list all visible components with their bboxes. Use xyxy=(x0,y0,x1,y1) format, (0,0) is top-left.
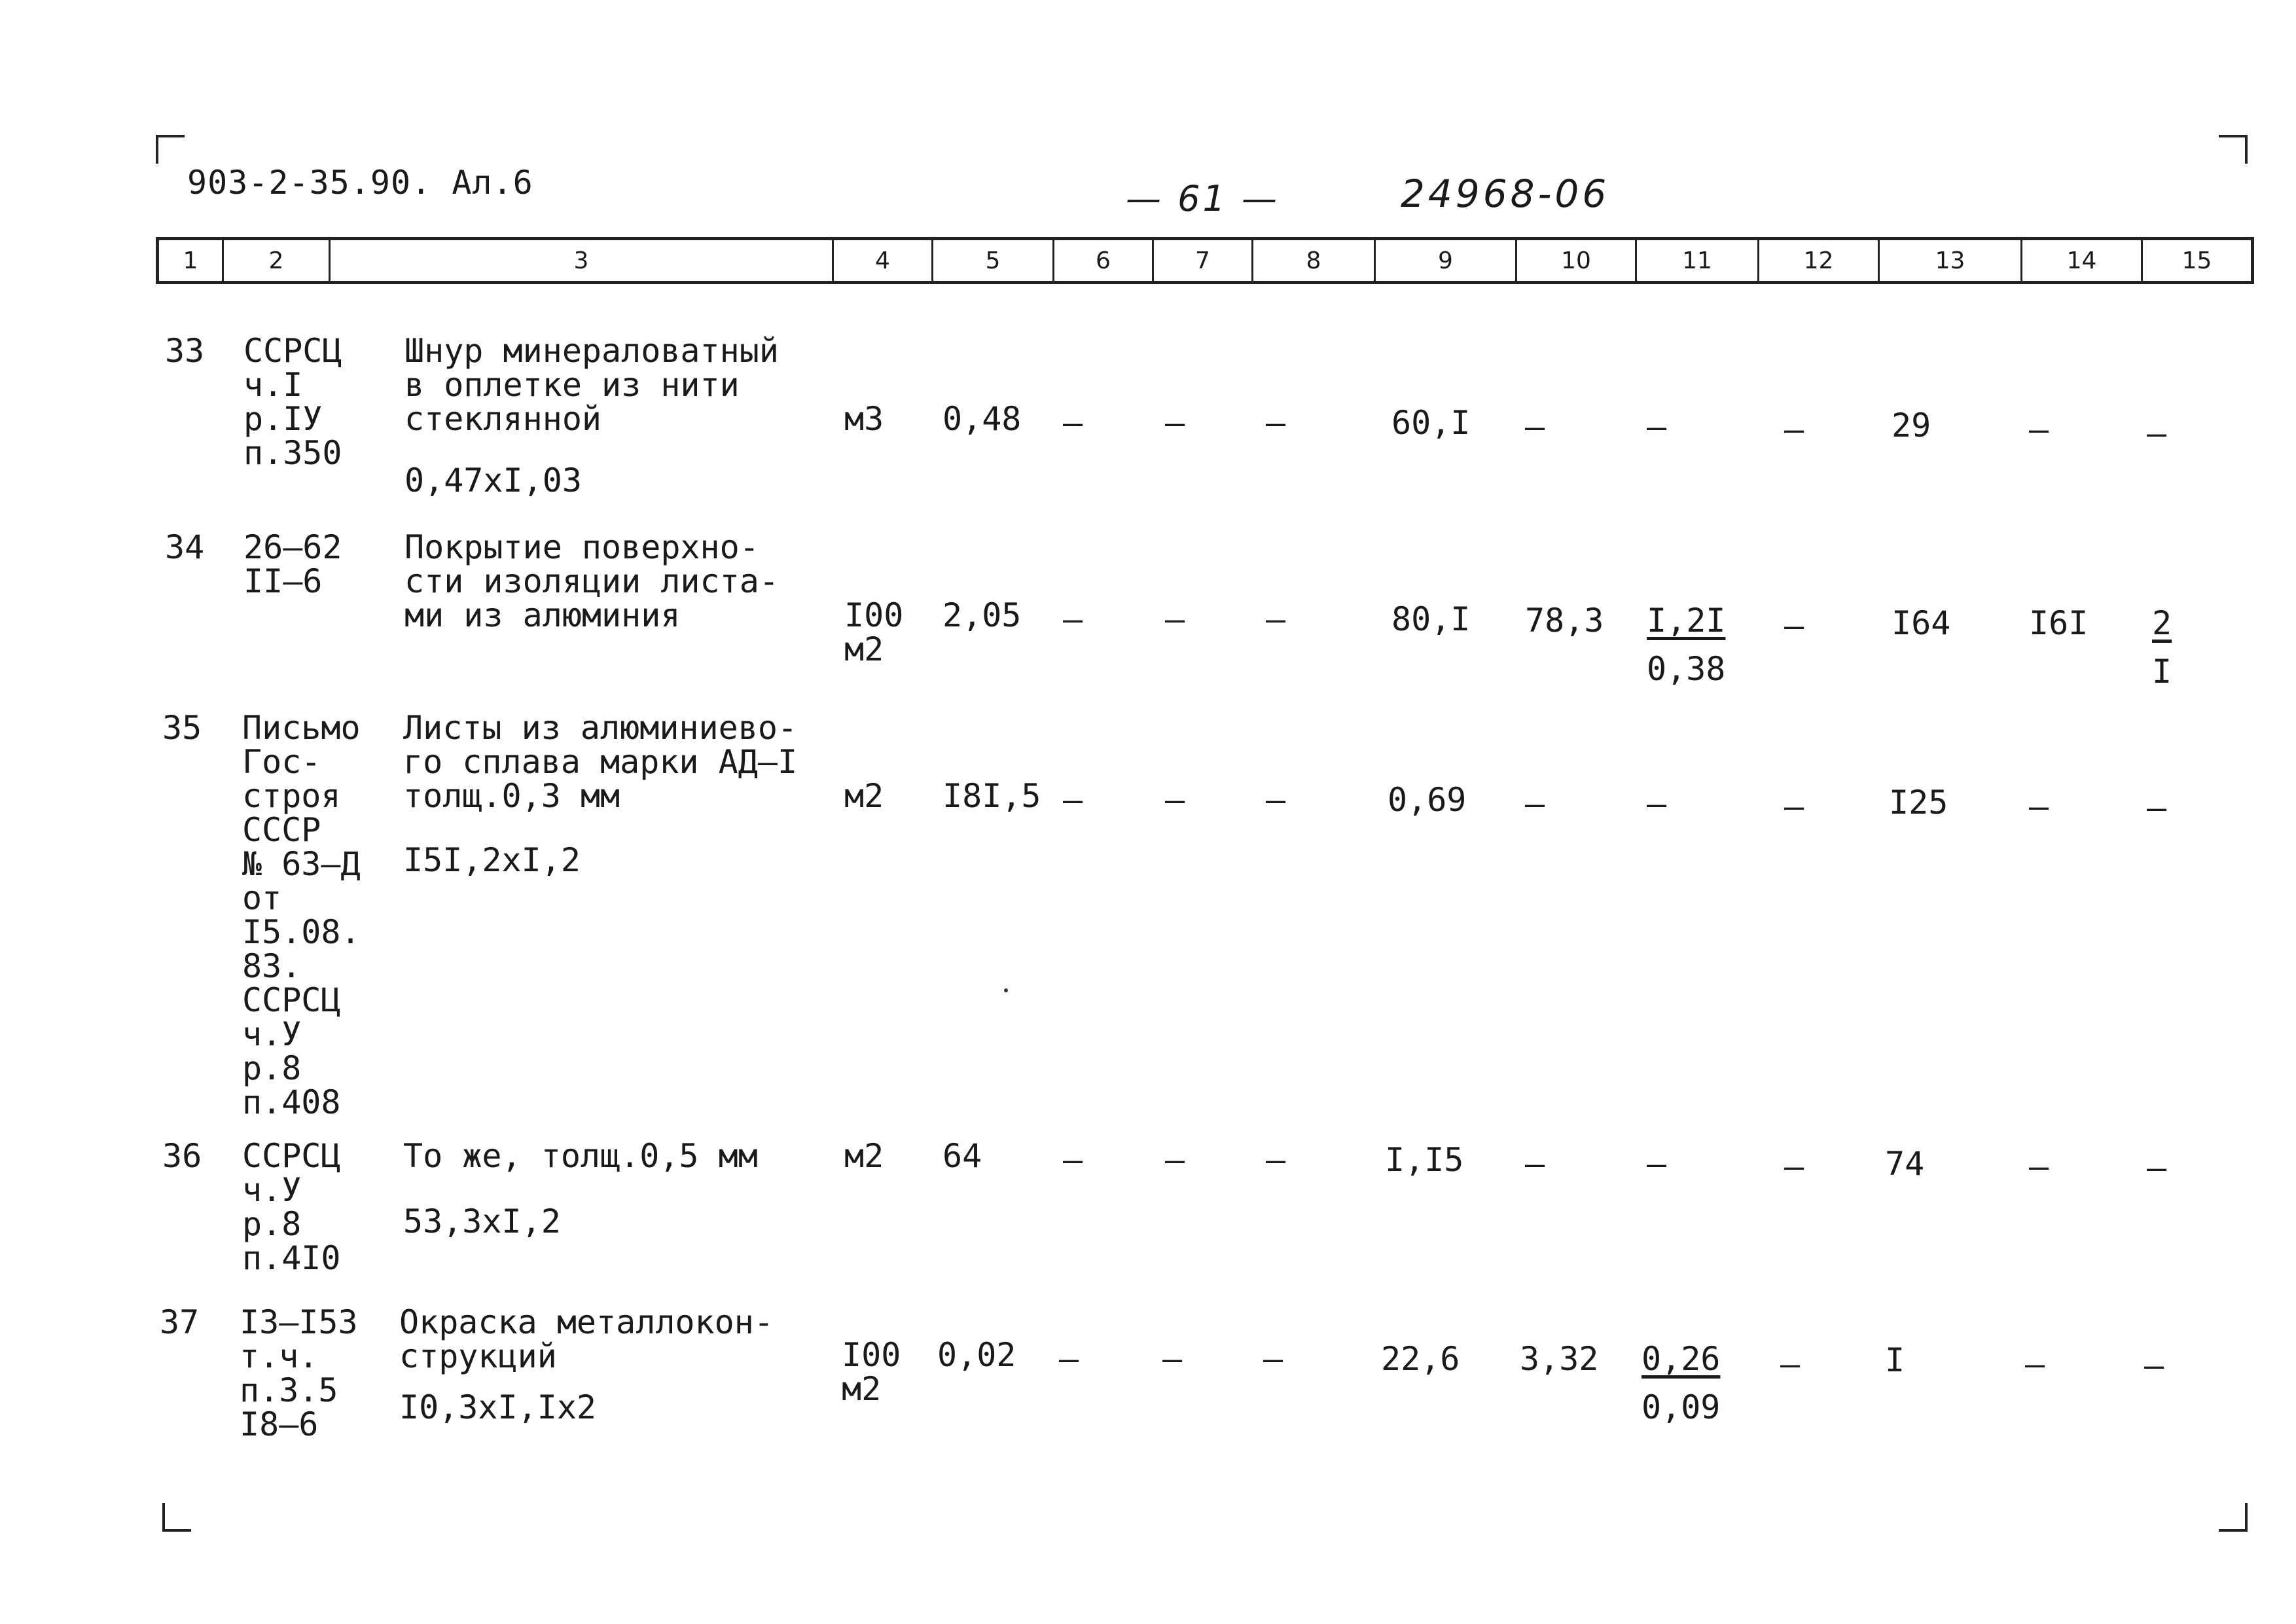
cell-col7: – xyxy=(1165,600,1185,638)
calculation: I5I,2хI,2 xyxy=(403,841,581,879)
cell-col15: – xyxy=(2147,789,2167,827)
cell-col11: – xyxy=(1647,1145,1667,1183)
unit: м3 xyxy=(844,400,884,438)
cell-col8: – xyxy=(1266,781,1286,819)
cell-col11: – xyxy=(1647,785,1667,823)
column-header: 2 xyxy=(222,240,329,281)
column-header: 11 xyxy=(1635,240,1757,281)
cell-col10: – xyxy=(1525,785,1545,823)
cell-col5: 2,05 xyxy=(942,596,1022,634)
basis-line: 83. xyxy=(242,947,302,985)
cell-col13: 74 xyxy=(1885,1145,1925,1183)
cell-col5: 0,48 xyxy=(942,400,1022,438)
cell-col11: – xyxy=(1647,408,1667,446)
cell-col8: – xyxy=(1266,404,1286,442)
cell-col15-fraction xyxy=(2152,606,2172,689)
cell-col6: – xyxy=(1063,600,1083,638)
cell-col8: – xyxy=(1266,1141,1286,1179)
cell-col14: – xyxy=(2029,410,2049,448)
row-number: 36 xyxy=(162,1137,202,1175)
speck xyxy=(1004,988,1008,992)
description-line: стеклянной xyxy=(404,400,602,438)
description-line: в оплетке из нити xyxy=(404,366,740,404)
column-header-row xyxy=(156,237,2254,284)
column-header: 6 xyxy=(1052,240,1152,281)
row-number: 33 xyxy=(165,332,205,370)
unit: м2 xyxy=(844,777,884,815)
cell-col13: I25 xyxy=(1889,784,1948,821)
description-line: Окраска металлокон- xyxy=(399,1303,774,1341)
basis-line: ССРСЦ xyxy=(243,332,342,370)
basis-line: п.408 xyxy=(242,1083,341,1121)
basis-line: ССРСЦ xyxy=(242,1137,341,1175)
basis-line: I3–I53 xyxy=(240,1303,358,1341)
cell-col5: 0,02 xyxy=(937,1336,1016,1374)
cell-col7: – xyxy=(1165,1141,1185,1179)
unit: м2 xyxy=(844,1137,884,1175)
cell-col8: – xyxy=(1266,600,1286,638)
row-number: 37 xyxy=(160,1303,200,1341)
cell-col6: – xyxy=(1059,1340,1079,1378)
cell-col14: – xyxy=(2025,1345,2045,1383)
cell-col14: – xyxy=(2029,787,2049,825)
column-header: 1 xyxy=(183,247,198,274)
description-line: Покрытие поверхно- xyxy=(404,528,759,566)
column-header: 8 xyxy=(1251,240,1374,281)
basis-line: п.3.5 xyxy=(240,1371,338,1409)
basis-line: I8–6 xyxy=(240,1405,319,1443)
column-header: 9 xyxy=(1374,240,1515,281)
calculation: 53,3хI,2 xyxy=(403,1202,561,1240)
column-header: 12 xyxy=(1757,240,1878,281)
cell-col5: 64 xyxy=(942,1137,982,1175)
basis-line: СССР xyxy=(242,811,321,849)
page-number: — 61 — xyxy=(1126,178,1280,219)
cell-col13: I xyxy=(1885,1341,1905,1379)
unit: м2 xyxy=(844,630,884,668)
cell-col11-fraction xyxy=(1641,1342,1720,1424)
fraction-denominator: 0,09 xyxy=(1641,1388,1721,1426)
description-line: ми из алюминия xyxy=(404,596,681,634)
unit: м2 xyxy=(842,1370,882,1408)
cell-col14: – xyxy=(2029,1147,2049,1185)
crop-mark-top-right xyxy=(2219,135,2248,164)
cell-col6: – xyxy=(1063,781,1083,819)
cell-col15: – xyxy=(2147,1149,2167,1187)
cell-col12: – xyxy=(1784,607,1804,645)
basis-line: строя xyxy=(242,777,341,815)
row-number: 34 xyxy=(165,528,205,566)
cell-col13: I64 xyxy=(1892,604,1951,642)
cell-col13: 29 xyxy=(1892,406,1931,444)
column-header: 3 xyxy=(329,240,832,281)
inventory-number: 24968-06 xyxy=(1401,171,1610,216)
cell-col5: I8I,5 xyxy=(942,777,1041,815)
description-line: го сплава марки АД–I xyxy=(403,743,798,781)
cell-col12: – xyxy=(1780,1345,1801,1383)
basis-line: п.4I0 xyxy=(242,1239,341,1277)
basis-line: Письмо xyxy=(242,709,361,747)
basis-line: Гос- xyxy=(242,743,321,781)
cell-col10: – xyxy=(1525,408,1545,446)
basis-line: р.8 xyxy=(242,1049,302,1087)
basis-line: т.ч. xyxy=(240,1337,319,1375)
crop-mark-bottom-right xyxy=(2219,1503,2248,1532)
document-code: 903-2-35.90. Ал.6 xyxy=(187,164,533,202)
cell-col9: 60,I xyxy=(1391,404,1471,442)
cell-col10: – xyxy=(1525,1145,1545,1183)
column-header: 15 xyxy=(2141,240,2251,281)
basis-line: р.IУ xyxy=(243,400,323,438)
fraction-numerator: 2 xyxy=(2152,604,2172,642)
cell-col9: I,I5 xyxy=(1385,1141,1464,1179)
cell-col11-fraction xyxy=(1647,604,1725,686)
cell-col10: 3,32 xyxy=(1520,1340,1599,1378)
fraction-denominator: 0,38 xyxy=(1647,650,1726,688)
cell-col15: – xyxy=(2144,1346,2164,1384)
column-header: 5 xyxy=(931,240,1052,281)
cell-col7: – xyxy=(1162,1340,1183,1378)
fraction-denominator: I xyxy=(2152,653,2172,691)
column-header: 13 xyxy=(1878,240,2020,281)
calculation: I0,3хI,Iх2 xyxy=(399,1388,597,1426)
description-line: сти изоляции листа- xyxy=(404,562,779,600)
basis-line: ССРСЦ xyxy=(242,981,341,1019)
basis-line: II–6 xyxy=(243,562,323,600)
crop-mark-top-left xyxy=(156,135,185,164)
cell-col6: – xyxy=(1063,1141,1083,1179)
basis-line: ч.I xyxy=(243,366,303,404)
cell-col14: I6I xyxy=(2029,604,2089,642)
basis-line: ч.У xyxy=(242,1015,302,1053)
unit: I00 xyxy=(844,596,904,634)
cell-col12: – xyxy=(1784,787,1804,825)
basis-line: № 63–Д xyxy=(242,845,361,883)
basis-line: от xyxy=(242,879,282,917)
description-line: Листы из алюминиево- xyxy=(403,709,798,747)
basis-line: р.8 xyxy=(242,1205,302,1243)
basis-line: п.350 xyxy=(243,434,342,472)
crop-mark-bottom-left xyxy=(162,1503,191,1532)
cell-col12: – xyxy=(1784,410,1804,448)
column-header: 4 xyxy=(832,240,931,281)
cell-col8: – xyxy=(1263,1340,1283,1378)
cell-col7: – xyxy=(1165,404,1185,442)
row-number: 35 xyxy=(162,709,202,747)
cell-col9: 22,6 xyxy=(1381,1340,1460,1378)
cell-col6: – xyxy=(1063,404,1083,442)
column-header: 10 xyxy=(1515,240,1635,281)
description-line: толщ.0,3 мм xyxy=(403,777,620,815)
cell-col9: 0,69 xyxy=(1388,781,1467,819)
basis-line: 26–62 xyxy=(243,528,342,566)
fraction-numerator: I,2I xyxy=(1647,602,1726,640)
column-header: 14 xyxy=(2020,240,2141,281)
description-line: струкций xyxy=(399,1337,557,1375)
description-line: Шнур минераловатный xyxy=(404,332,779,370)
description-line: То же, толщ.0,5 мм xyxy=(403,1137,758,1175)
basis-line: I5.08. xyxy=(242,913,361,951)
cell-col12: – xyxy=(1784,1147,1804,1185)
cell-col7: – xyxy=(1165,781,1185,819)
unit: I00 xyxy=(842,1336,901,1374)
cell-col10: 78,3 xyxy=(1525,602,1604,640)
cell-col15: – xyxy=(2147,414,2167,452)
fraction-numerator: 0,26 xyxy=(1641,1340,1721,1378)
calculation: 0,47хI,03 xyxy=(404,461,582,499)
column-header: 7 xyxy=(1152,240,1251,281)
cell-col9: 80,I xyxy=(1391,600,1471,638)
basis-line: ч.У xyxy=(242,1171,302,1209)
